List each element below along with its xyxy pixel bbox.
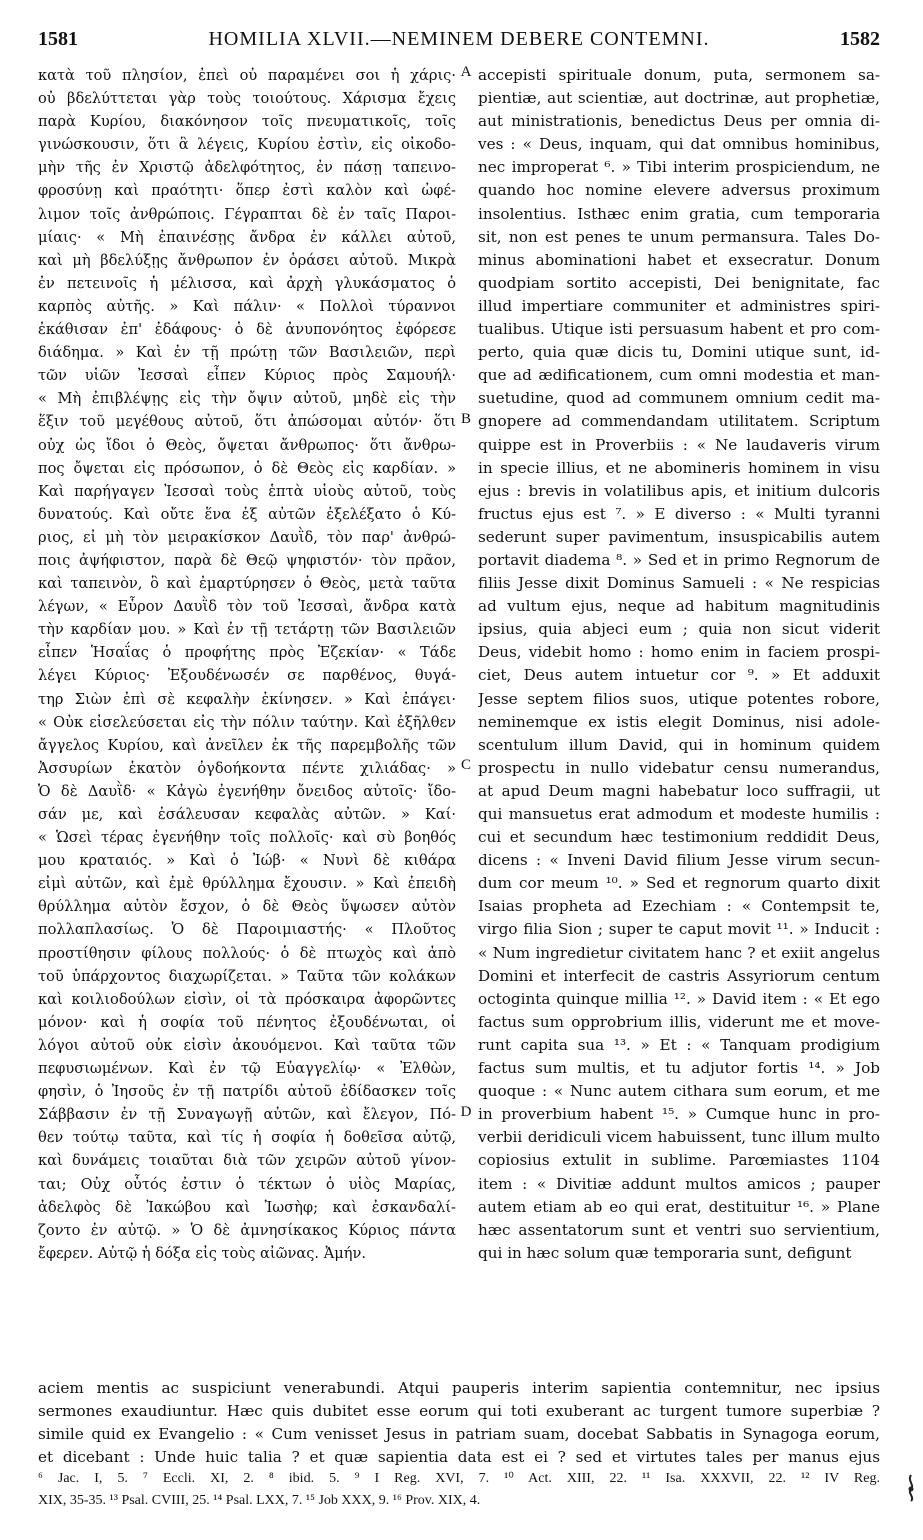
greek-text-line: διάδημα. » Καὶ ἐν τῇ πρώτῃ τῶν Βασιλειῶν, περὶ [38,344,456,362]
greek-text-line: ζοντο ἐν αὐτῷ. » Ὁ δὲ ἀμνησίκακος Κύριος πάντα [38,1221,456,1239]
latin-text-line: portavit diadema ⁸. » Sed et in primo Regnorum de [478,550,880,569]
latin-text-line: minus abominationi habet et exsecratur. Donum [478,250,880,269]
latin-text-line: sermones exaudiuntur. Hæc quis dubitet esse eorum qui toti exuberant ac turgent tumore superbiæ ? [38,1402,880,1421]
greek-column [38,64,456,1265]
greek-text-line: λέγει Κύριος· Ἐξουδένωσέν σε παρθένος, θυγά- [38,667,456,685]
latin-text-line: autem etiam ab eo qui erat, destituitur ¹⁶. » Plane [478,1197,880,1216]
latin-text-line: Jesse septem filios suos, utique potentes robore, [478,689,880,708]
greek-text-line: λέγων, « Εὗρον Δαυῒδ τὸν τοῦ Ἰεσσαὶ, ἄνδρα κατὰ [38,598,456,616]
greek-text-line: προστίθησιν φίλους πολλούς· ὁ δὲ πτωχὸς καὶ ἀπὸ [38,944,456,962]
latin-text-line: quoque : « Nunc autem cithara sum eorum, et me [478,1082,880,1101]
greek-text-line: ἕξιν τοῦ μεγέθους αὐτοῦ, ὅτι ἀπώσομαι αὐτόν· ὅτι [38,413,456,431]
greek-text-line: φροσύνῃ καὶ πραότητι· ὅπερ ἐστὶ καλὸν καὶ ὠφέ- [38,182,456,200]
greek-text-line: γινώσκουσιν, ὅτι ἃ λέγεις, Κυρίου ἐστὶν, εἰς οἰκοδο- [38,136,456,154]
greek-text-line: θεν τούτῳ ταῦτα, καὶ τίς ἡ σοφία ἡ δοθεῖσα αὐτῷ, [38,1129,456,1147]
footnote-line: XIX, 35-35. ¹³ Psal. CVIII, 25. ¹⁴ Psal. LXX, 7. ¹⁵ Job XXX, 9. ¹⁶ Prov. XIX, 4. [38,1493,481,1508]
greek-text-line: τὴν καρδίαν μου. » Καὶ ἐν τῇ τετάρτῃ τῶν Βασιλειῶν [38,621,456,639]
latin-text-line: in proverbium habent ¹⁵. » Cumque hunc in pro- [478,1105,880,1124]
greek-text-line: Σάββασιν ἐν τῇ Συναγωγῇ αὐτῶν, καὶ ἔλεγον, Πό- [38,1106,456,1124]
greek-text-line: λιμον τοῖς ἀνθρώποις. Γέγραπται δὲ ἐν ταῖς Παροι- [38,205,456,223]
latin-text-line: verbii deridiculi vicem habuissent, tunc illum multo [478,1128,880,1147]
latin-text-line: aciem mentis ac suspiciunt venerabundi. Atqui pauperis interim sapientia contemnitur, nec ipsius [38,1379,880,1397]
greek-text-line: λόγοι αὐτοῦ οὐκ εἰσὶν ἀκουόμενοι. Καὶ ταῦτα τῶν [38,1036,456,1054]
latin-text-line: at apud Deum magni habebatur loco suffragii, ut [478,781,880,800]
latin-text-line: Domini et interfecit de castris Assyriorum centum [478,966,880,985]
latin-text-line: « Num ingredietur civitatem hanc ? et exiit angelus [478,943,880,962]
margin-marker-a: A [460,64,472,80]
latin-text-line: neminemque ex istis elegit Dominus, nisi adole- [478,712,880,731]
margin-marker-d: D [460,1104,472,1120]
full-width-text [38,1377,880,1469]
margin-marker-c: C [460,757,471,773]
latin-text-line: ejus : brevis in volatilibus apis, et initium dulcoris [478,481,880,500]
greek-text-line: ἀδελφὸς δὲ Ἰακώβου καὶ Ἰωσὴφ; καὶ ἐσκανδαλί- [38,1198,456,1216]
latin-text-line: accepisti spirituale donum, puta, sermonem sa- [478,66,880,84]
margin-marker-b: B [460,411,471,427]
latin-text-line: insolentius. Isthæc enim gratia, cum temporaria [478,204,880,223]
latin-text-line: nec improperat ⁶. » Tibi interim prospiciendum, ne [478,158,880,177]
greek-text-line: σάν με, καὶ ἐσάλευσαν κεφαλὰς αὐτῶν. » Καί· [38,806,456,823]
greek-text-line: « Οὐκ εἰσελεύσεται εἰς τὴν πόλιν ταύτην. Καὶ ἐξῆλθεν [38,713,456,731]
latin-text-line: copiosius extulit in sublime. Parœmiastes 1104 [478,1151,880,1170]
page-number-right: 1582 [840,28,880,50]
greek-text-line: καὶ ταπεινὸν, ὃ καὶ ἐμαρτύρησεν ὁ Θεὸς, μετὰ ταῦτα [38,575,456,593]
greek-text-line: μὴν τῆς ἐν Χριστῷ ἀδελφότητος, ἐν πάσῃ ταπεινο- [38,159,456,177]
greek-text-line: κατὰ τοῦ πλησίον, ἐπεὶ οὐ παραμένει σοι ἡ χάρις· [38,67,456,84]
greek-text-line: οὐ βδελύττεται γὰρ τοὺς τοιούτους. Χάρισμα ἔχεις [38,90,456,108]
latin-text-line: Deus, videbit homo : homo enim in faciem prospi- [478,643,880,662]
latin-text-line: suetudine, quod ad communem omnium cedit ma- [478,389,880,408]
latin-text-line: qui mansuetus erat admodum et modeste humilis : [478,805,880,823]
greek-text-line: φησὶν, ὁ Ἰησοῦς ἐν τῇ πατρίδι αὐτοῦ ἐδίδασκεν τοῖς [38,1083,456,1101]
latin-text-line: quodpiam sortito accepisti, Dei benignitate, fac [478,273,880,292]
greek-text-line: παρὰ Κυρίου, διακόνησον τοῖς πνευματικοῖς, τοῖς [38,113,456,131]
latin-text-line: que ad ædificationem, cum omni modestia et man- [478,366,880,385]
greek-text-line: εἰμὶ αὐτῶν, καὶ ἐμὲ θρύλλημα ἔχουσιν. » Καὶ ἐπειδὴ [38,875,456,893]
latin-text-line: sit, non est penes te unum permansura. Tales Do- [478,227,880,246]
greek-text-line: τηρ Σιὼν ἐπὶ σὲ κεφαλὴν ἐκίνησεν. » Καὶ ἐπάγει· [38,690,456,708]
greek-text-line: πεφυσιωμένων. Καὶ ἐν τῷ Εὐαγγελίῳ· « Ἐλθὼν, [38,1060,456,1078]
page-number-left: 1581 [38,28,78,50]
greek-text-line: « Μὴ ἐπιβλέψῃς εἰς τὴν ὄψιν αὐτοῦ, μηδὲ εἰς τὴν [38,390,456,408]
latin-text-line: gnopere ad commendandam utilitatem. Scriptum [478,412,880,431]
greek-text-line: Ὁ δὲ Δαυῒδ· « Κἀγὼ ἐγενήθην ὄνειδος αὐτοῖς· ἴδο- [38,782,456,800]
greek-text-line: ἄγγελος Κυρίου, καὶ ἀνεῖλεν ἐκ τῆς παρεμβολῆς τῶν [38,736,456,754]
greek-text-line: Ἀσσυρίων ἑκατὸν ὀγδοήκοντα πέντε χιλιάδας· » [38,759,456,777]
greek-text-line: οὐχ ὡς ἴδοι ὁ Θεὸς, ὄψεται ἄνθρωπος· ὅτι ἄνθρω- [38,436,456,454]
latin-text-line: quippe est in Proverbiis : « Ne laudaveris virum [478,435,880,454]
latin-text-line: dicens : « Inveni David filium Jesse virum secun- [478,851,880,870]
greek-text-line: καρπὸς αὐτῆς. » Καὶ πάλιν· « Πολλοὶ τύραννοι [38,297,456,315]
running-title: HOMILIA XLVII.—NEMINEM DEBERE CONTEMNI. [208,28,710,50]
greek-text-line: ἐκάθισαν ἐπ' ἐδάφους· ὁ δὲ ἀνυπονόητος ἐφόρεσε [38,321,456,339]
greek-text-line: μόνον· καὶ ἡ σοφία τοῦ πένητος ἐξουδένωται, οἱ [38,1013,456,1031]
greek-text-line: καὶ μὴ βδελύξῃς ἄνθρωπον ἐν ὁράσει αὐτοῦ. Μικρὰ [38,251,456,269]
greek-text-line: « Ὡσεὶ τέρας ἐγενήθην τοῖς πολλοῖς· καὶ σὺ βοηθός [38,829,456,847]
latin-text-line: simile quid ex Evangelio : « Cum venisset Jesus in patriam suam, docebat Sabbatis in Synagoga eorum, [38,1425,880,1444]
latin-text-line: runt capita sua ¹³. » Et : « Tanquam prodigium [478,1035,880,1054]
latin-text-line: illud impertiare communiter et administres spiri- [478,296,880,315]
latin-text-line: Isaias propheta ad Ezechiam : « Contempsit te, [478,897,880,916]
greek-text-line: ἔφερεν. Αὐτῷ ἡ δόξα εἰς τοὺς αἰῶνας. Ἀμήν. [38,1244,366,1262]
latin-text-line: scentulum illum David, qui in hominum quidem [478,735,880,754]
greek-text-line: εἶπεν Ἡσαΐας ὁ προφήτης πρὸς Ἐζεκίαν· « Τάδε [38,644,456,662]
latin-text-line: cui et secundum hæc testimonium reddidit Deus, [478,828,880,847]
greek-text-line: ἐν πετεινοῖς ἡ μέλισσα, καὶ ἀρχὴ γλυκάσματος ὁ [38,274,456,292]
latin-text-line: fructus ejus est ⁷. » E diverso : « Multi tyranni [478,504,880,523]
greek-text-line: ται; Οὐχ οὗτός ἐστιν ὁ τέκτων ὁ υἱὸς Μαρίας, [38,1175,456,1193]
latin-text-line: quando hoc nomine elevere adversus proximum [478,181,880,200]
latin-text-line: hæc assentatorum sunt et ventri suo servientium, [478,1220,880,1239]
latin-text-line: factus sum opprobrium illis, viderunt me et move- [478,1012,880,1031]
latin-text-line: ad vultum ejus, neque ad habitum magnitudinis [478,597,880,616]
latin-text-line: filiis Jesse dixit Dominus Samueli : « Ne respicias [478,574,880,593]
footnotes [38,1468,880,1512]
latin-text-line: item : « Divitiæ addunt multos amicos ; pauper [478,1174,880,1193]
latin-text-line: perto, quia quæ dicis tu, Domini utique sunt, id- [478,343,880,362]
greek-text-line: πολλαπλασίως. Ὁ δὲ Παροιμιαστής· « Πλοῦτος [38,921,456,939]
latin-text-line: prospectu in nullo videbatur censu numerandus, [478,758,880,777]
greek-text-line: καὶ κοιλιοδούλων εἰσὶν, οἱ τὰ πρόσκαιρα ἀφορῶντες [38,990,456,1008]
latin-text-line: sederunt super pavimentum, insuspicabilis autem [478,527,880,546]
footnote-line: ⁶ Jac. I, 5. ⁷ Eccli. XI, 2. ⁸ ibid. 5. ⁹ I Reg. XVI, 7. ¹⁰ Act. XIII, 22. ¹¹ Isa. XXXVII, 22. ¹² IV Reg. [38,1471,880,1486]
latin-text-line: qui in hæc solum quæ temporaria sunt, defigunt [478,1243,852,1262]
latin-text-line: ves : « Deus, inquam, qui dat omnibus hominibus, [478,135,880,154]
latin-text-line: virgo filia Sion ; super te caput movit ¹¹. » Inducit : [478,920,880,939]
greek-text-line: μίαις· « Μὴ ἐπαινέσῃς ἄνδρα ἐν κάλλει αὐτοῦ, [38,228,456,246]
greek-text-line: δυνατούς. Καὶ οὔτε ἕνα ἐξ αὐτῶν ἐξελέξατο ὁ Κύ- [38,505,456,523]
latin-text-line: ipsius, quia abjeci eum ; quia non sicut viderit [478,620,880,639]
latin-text-line: pientiæ, aut scientiæ, aut doctrinæ, aut prophetiæ, [478,89,880,108]
latin-text-line: in specie illius, et ne abomineris hominem in visu [478,458,880,477]
running-header [38,28,880,58]
latin-text-line: octoginta quinque millia ¹². » David item : « Et ego [478,989,880,1008]
flourish-ornament-icon [904,1473,918,1503]
latin-text-line: tualibus. Utique isti persuasum habent et pro com- [478,320,880,339]
greek-text-line: θρύλλημα αὐτὸν ἔσχον, ὁ δὲ Θεὸς ὕψωσεν αὐτὸν [38,898,456,916]
greek-text-line: τῶν υἱῶν Ἰεσσαὶ εἶπεν Κύριος πρὸς Σαμουήλ· [38,367,456,385]
greek-text-line: τοῦ ὑπάρχοντος διαχωρίζεται. » Ταῦτα τῶν κολάκων [38,967,456,985]
greek-text-line: καὶ δυνάμεις τοιαῦται διὰ τῶν χειρῶν αὐτοῦ γίνον- [38,1152,456,1170]
latin-text-line: et dicebant : Unde huic talia ? et quæ sapientia data est ei ? sed et virtutes tales per manus ejus [38,1448,880,1467]
greek-text-line: Καὶ παρήγαγεν Ἰεσσαὶ τοὺς ἑπτὰ υἱοὺς αὐτοῦ, τοὺς [38,482,456,500]
latin-text-line: factus sum multis, et tu adjutor fortis ¹⁴. » Job [478,1059,880,1078]
greek-text-line: ποις ἀψήφιστον, παρὰ δὲ Θεῷ ψηφιστόν· τὸν πρᾶον, [38,551,456,569]
greek-text-line: μου κραταιός. » Καὶ ὁ Ἰώβ· « Νυνὶ δὲ κιθάρα [38,852,456,870]
latin-column [478,64,880,1265]
greek-text-line: ριος, εἰ μὴ τὸν μειρακίσκον Δαυῒδ, τὸν παρ' ἀνθρώ- [38,528,456,546]
greek-text-line: πος ὄψεται εἰς πρόσωπον, ὁ δὲ Θεὸς εἰς καρδίαν. » [38,459,456,477]
latin-text-line: aut ministrationis, benedictus Deus per omnia di- [478,112,880,131]
latin-text-line: ciet, Deus autem intuetur cor ⁹. » Et adduxit [478,666,880,685]
latin-text-line: dum cor meum ¹⁰. » Sed et regnorum quarto dixit [478,874,880,893]
